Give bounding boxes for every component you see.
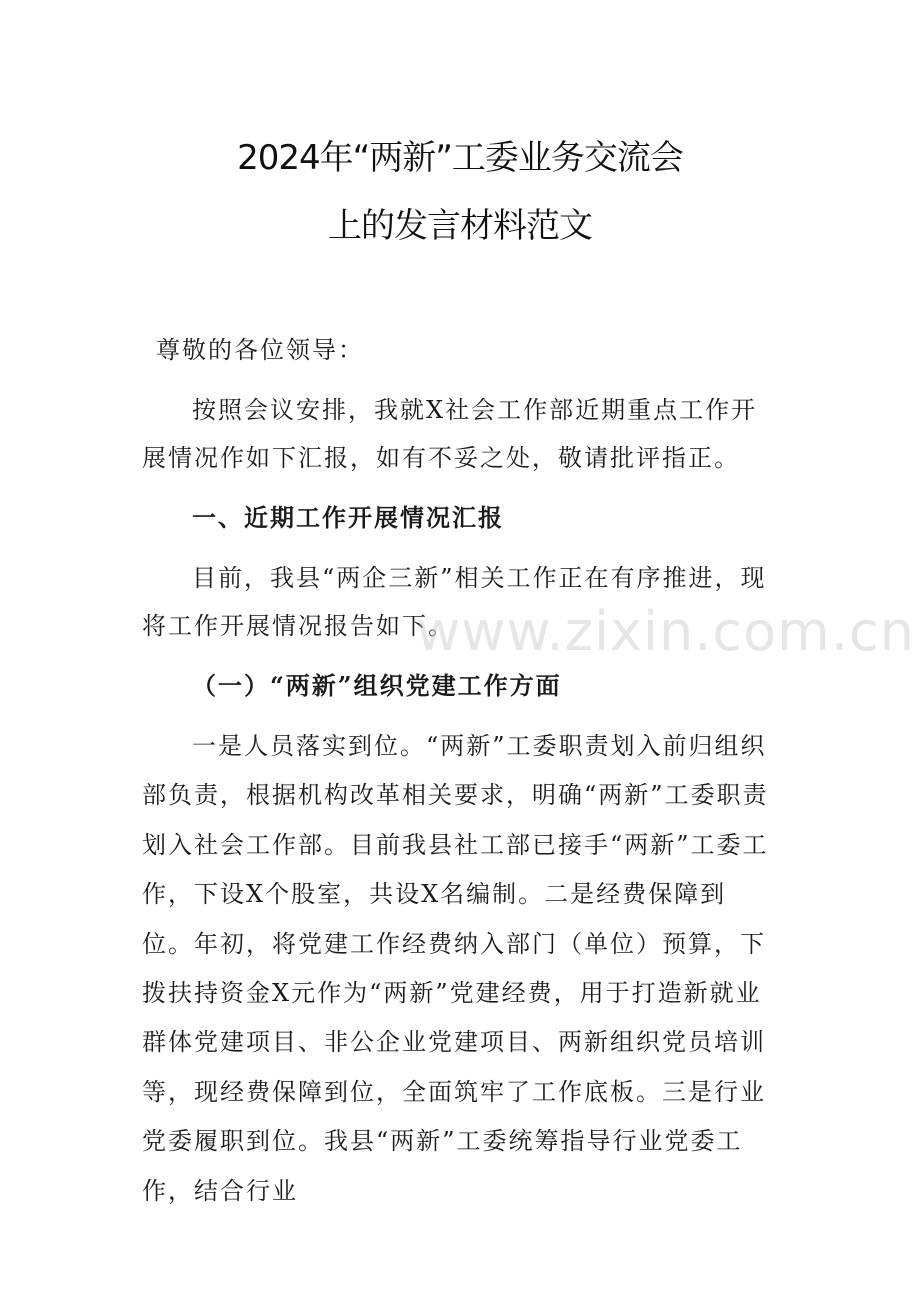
section-1-intro-paragraph: 目前，我县“两企三新”相关工作正在有序推进，现将工作开展情况报告如下。 bbox=[142, 564, 767, 640]
intro-paragraph: 按照会议安排，我就X社会工作部近期重点工作开展情况作如下汇报，如有不妥之处，敬请批评指正。 bbox=[142, 396, 758, 472]
section-1-heading: 一、近期工作开展情况汇报 bbox=[192, 503, 504, 532]
subsection-1-heading: （一）“两新”组织党建工作方面 bbox=[192, 671, 562, 700]
document-title-line-2: 上的发言材料范文 bbox=[328, 206, 592, 246]
document-title-line-1: 2024年“两新”工委业务交流会 bbox=[237, 138, 683, 178]
subsection-1-body-paragraph: 一是人员落实到位。“两新”工委职责划入前归组织部负责，根据机构改革相关要求，明确“两新”工委职责划入社会工作部。目前我县社工部已接手“两新”工委工作，下设X个股室，共设X名编制。二是经费保障到位。年初，将党建工作经费纳入部门（单位）预算，下拨扶持资金X元作为“两新”党建经费，用于打造新就业群体党建项目、非公企业党建项目、两新组织党员培训等，现经费保障到位，全面筑牢了工作底板。三是行业党委履职到位。我县“两新”工委统筹指导行业党委工作，结合行业 bbox=[142, 732, 769, 1205]
greeting: 尊敬的各位领导： bbox=[156, 336, 364, 364]
site-watermark: www.zixin.com.cn bbox=[416, 600, 915, 663]
